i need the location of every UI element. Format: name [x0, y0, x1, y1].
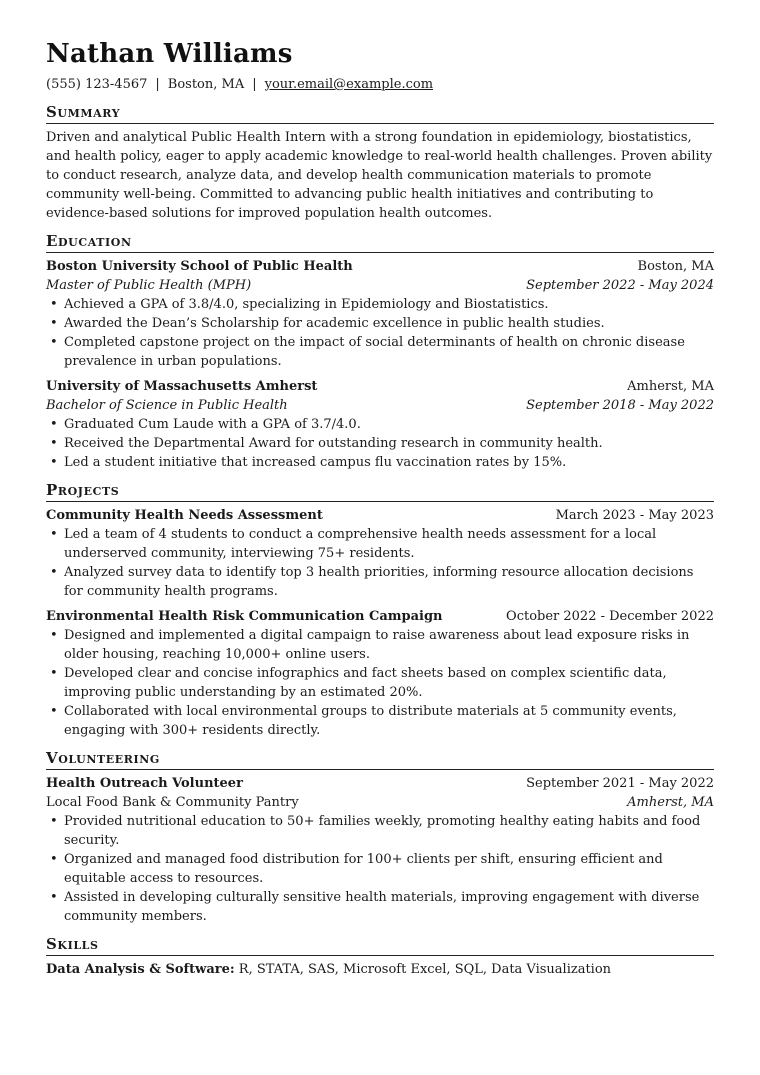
bullet-item: • Led a team of 4 students to conduct a comprehensive health needs assessment for a local underserved community, interviewing 75+ residents. [46, 525, 714, 563]
section-title-skills: Skills [46, 934, 714, 956]
bullet-item: • Collaborated with local environmental groups to distribute materials at 5 community events, engaging with 300+ residents directly. [46, 702, 714, 740]
section-title-education: Education [46, 231, 714, 253]
project-entry [46, 506, 714, 601]
degree: Master of Public Health (MPH) [46, 278, 252, 293]
entry-row [46, 396, 714, 415]
section-title-summary: Summary [46, 102, 714, 124]
volunteer-role: Health Outreach Volunteer [46, 776, 243, 791]
school-location: Boston, MA [637, 259, 714, 274]
project-dates: October 2022 - December 2022 [506, 609, 714, 624]
bullet-item: • Assisted in developing culturally sensitive health materials, improving engagement with diverse community members. [46, 888, 714, 926]
entry-row [46, 276, 714, 295]
volunteer-dates: September 2021 - May 2022 [526, 776, 714, 791]
school-location: Amherst, MA [627, 379, 714, 394]
summary-text: Driven and analytical Public Health Intern with a strong foundation in epidemiology, biostatistics, and health policy, eager to apply academic knowledge to real-world health challenges. Proven ability to conduct research, analyze data, and develop health communication materials to promote community well-being. Committed to advancing public health initiatives and contributing to evidence-based solutions for improved population health outcomes. [46, 130, 713, 221]
section-title-projects: Projects [46, 480, 714, 502]
bullet-item: • Awarded the Dean’s Scholarship for academic excellence in public health studies. [46, 314, 714, 333]
education-dates: September 2018 - May 2022 [526, 398, 714, 413]
volunteer-location: Amherst, MA [627, 795, 714, 810]
volunteering-list [46, 774, 714, 926]
bullet-item: • Designed and implemented a digital campaign to raise awareness about lead exposure risks in older housing, reaching 10,000+ online users. [46, 626, 714, 664]
contact-line [46, 76, 714, 94]
project-entry [46, 607, 714, 740]
entry-row [46, 607, 714, 626]
education-dates: September 2022 - May 2024 [526, 278, 714, 293]
entry-row [46, 774, 714, 793]
entry-row [46, 257, 714, 276]
school-name: University of Massachusetts Amherst [46, 379, 318, 394]
bullet-list [46, 415, 714, 472]
location: Boston, MA [167, 77, 245, 92]
skills-value: R, STATA, SAS, Microsoft Excel, SQL, Data Visualization [234, 962, 612, 977]
phone-number: (555) 123-4567 [46, 77, 148, 92]
bullet-item: • Received the Departmental Award for outstanding research in community health. [46, 434, 714, 453]
education-entry [46, 257, 714, 371]
bullet-item: • Achieved a GPA of 3.8/4.0, specializing in Epidemiology and Biostatistics. [46, 295, 714, 314]
email-link[interactable]: your.email@example.com [264, 77, 434, 92]
bullet-list [46, 525, 714, 601]
bullet-item: • Analyzed survey data to identify top 3 health priorities, informing resource allocation decisions for community health programs. [46, 563, 714, 601]
bullet-item: • Provided nutritional education to 50+ families weekly, promoting healthy eating habits and food security. [46, 812, 714, 850]
resume-page [46, 38, 714, 979]
separator: | [252, 77, 257, 92]
skills-label: Data Analysis & Software: [46, 962, 235, 977]
bullet-item: • Organized and managed food distribution for 100+ clients per shift, ensuring efficient and equitable access to resources. [46, 850, 714, 888]
education-list [46, 257, 714, 472]
entry-row [46, 793, 714, 812]
education-entry [46, 377, 714, 472]
entry-row [46, 377, 714, 396]
bullet-item: • Developed clear and concise infographics and fact sheets based on complex scientific data, improving public understanding by an estimated 20%. [46, 664, 714, 702]
separator: | [155, 77, 160, 92]
bullet-list [46, 626, 714, 740]
entry-row [46, 506, 714, 525]
project-name: Environmental Health Risk Communication Campaign [46, 609, 443, 624]
bullet-item: • Graduated Cum Laude with a GPA of 3.7/4.0. [46, 415, 714, 434]
project-dates: March 2023 - May 2023 [555, 508, 714, 523]
bullet-item: • Completed capstone project on the impact of social determinants of health on chronic disease prevalence in urban populations. [46, 333, 714, 371]
candidate-name: Nathan Williams [46, 39, 293, 69]
bullet-list [46, 295, 714, 371]
projects-list [46, 506, 714, 740]
school-name: Boston University School of Public Health [46, 259, 353, 274]
bullet-item: • Led a student initiative that increased campus flu vaccination rates by 15%. [46, 453, 714, 472]
project-name: Community Health Needs Assessment [46, 508, 323, 523]
volunteer-entry [46, 774, 714, 926]
skills-line [46, 960, 714, 979]
volunteer-org: Local Food Bank & Community Pantry [46, 795, 299, 810]
section-title-volunteering: Volunteering [46, 748, 714, 770]
bullet-list [46, 812, 714, 926]
degree: Bachelor of Science in Public Health [46, 398, 288, 413]
